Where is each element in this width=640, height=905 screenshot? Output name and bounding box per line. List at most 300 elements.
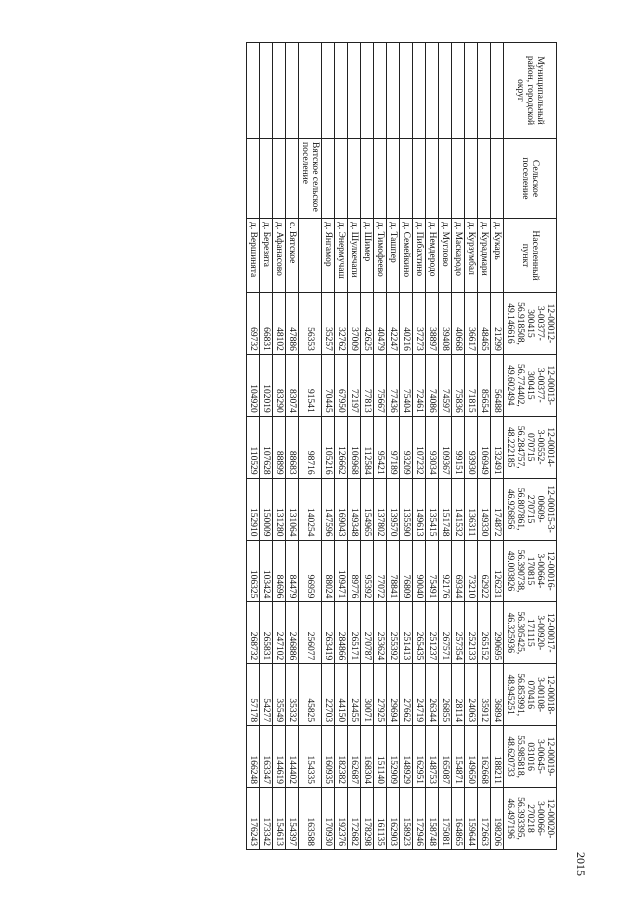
cell-value: 139570 — [387, 478, 400, 540]
cell-value: 27662 — [400, 664, 413, 726]
cell-value: 175081 — [439, 788, 452, 850]
cell-value: 24719 — [413, 664, 426, 726]
cell-value: 89776 — [348, 540, 361, 602]
header-code-line: 56.284757, — [515, 425, 525, 469]
cell-value: 161135 — [374, 788, 387, 850]
cell-value: 37009 — [348, 293, 361, 355]
cell-value: 42247 — [387, 293, 400, 355]
table-row — [413, 43, 426, 850]
cell-value: 42625 — [361, 293, 374, 355]
cell-settlement — [452, 139, 465, 219]
cell-value: 75491 — [426, 540, 439, 602]
cell-value: 88683 — [286, 416, 299, 478]
cell-value: 188211 — [491, 726, 504, 788]
cell-value: 66831 — [260, 293, 273, 355]
cell-value: 84696 — [273, 540, 286, 602]
cell-value: 247102 — [273, 602, 286, 664]
cell-value: 84479 — [286, 540, 299, 602]
cell-district — [491, 43, 504, 139]
cell-settlement — [348, 139, 361, 219]
header-code-line: 46.325936 — [505, 612, 515, 653]
cell-district — [452, 43, 465, 139]
cell-district — [273, 43, 286, 139]
table-row — [273, 43, 286, 850]
header-code-line: 3-00066- — [535, 801, 545, 836]
cell-value: 22703 — [322, 664, 335, 726]
cell-district — [335, 43, 348, 139]
rotated-table-container — [52, 42, 557, 850]
cell-value: 35549 — [273, 664, 286, 726]
cell-value: 107628 — [260, 416, 273, 478]
cell-value: 257354 — [452, 602, 465, 664]
cell-value: 137802 — [374, 478, 387, 540]
cell-value: 162668 — [478, 726, 491, 788]
cell-value: 74597 — [439, 354, 452, 416]
cell-value: 109367 — [439, 416, 452, 478]
cell-value: 265831 — [260, 602, 273, 664]
cell-value: 38897 — [426, 293, 439, 355]
header-code-line: 3-00108- — [535, 677, 545, 713]
header-code-4 — [504, 540, 557, 602]
header-code-line: 300415 — [525, 309, 535, 338]
cell-value: 92176 — [439, 540, 452, 602]
cell-locality: д. Немдеродо — [426, 219, 439, 293]
header-row — [504, 43, 557, 850]
header-code-line: 300415 — [525, 371, 535, 400]
cell-value: 97189 — [387, 416, 400, 478]
header-code-line: 12-00016- — [545, 551, 555, 591]
cell-value: 44150 — [335, 664, 348, 726]
cell-value: 163588 — [299, 788, 322, 850]
cell-district — [374, 43, 387, 139]
cell-value: 29694 — [387, 664, 400, 726]
header-district: Муниципальный район, городской округ — [504, 43, 557, 139]
header-code-line: 070416 — [525, 680, 535, 709]
cell-settlement — [260, 139, 273, 219]
header-code-7 — [504, 726, 557, 788]
cell-value: 106949 — [478, 416, 491, 478]
cell-value: 39408 — [439, 293, 452, 355]
cell-value: 165087 — [439, 726, 452, 788]
cell-value: 75836 — [452, 354, 465, 416]
header-code-line: 48.945251 — [505, 674, 515, 715]
cell-value: 132491 — [491, 416, 504, 478]
cell-value: 24063 — [465, 664, 478, 726]
header-code-8 — [504, 788, 557, 850]
header-code-line: 3-00664- — [535, 553, 545, 589]
cell-value: 76809 — [400, 540, 413, 602]
cell-value: 109471 — [335, 540, 348, 602]
header-code-1 — [504, 354, 557, 416]
cell-value: 263419 — [322, 602, 335, 664]
cell-settlement: Вятское сельское поселение — [299, 139, 322, 219]
cell-value: 255392 — [387, 602, 400, 664]
table-row — [400, 43, 413, 850]
table-row — [465, 43, 478, 850]
cell-value: 104920 — [247, 354, 260, 416]
cell-value: 152909 — [387, 726, 400, 788]
cell-settlement — [273, 139, 286, 219]
cell-value: 77072 — [374, 540, 387, 602]
cell-locality: д. Энермучаш — [335, 219, 348, 293]
cell-value: 78841 — [387, 540, 400, 602]
cell-value: 37273 — [413, 293, 426, 355]
table-row — [299, 43, 322, 850]
cell-value: 112584 — [361, 416, 374, 478]
cell-value: 149330 — [478, 478, 491, 540]
header-code-line: 56.918508, — [515, 302, 525, 345]
cell-value: 85654 — [478, 354, 491, 416]
cell-value: 35257 — [322, 293, 335, 355]
cell-value: 47886 — [286, 293, 299, 355]
cell-locality: д. Курзумбал — [465, 219, 478, 293]
cell-value: 35332 — [286, 664, 299, 726]
cell-value: 140254 — [299, 478, 322, 540]
table-row — [452, 43, 465, 850]
header-locality: Населенный пункт — [504, 219, 557, 293]
header-code-3 — [504, 478, 557, 540]
cell-settlement — [286, 139, 299, 219]
distance-table — [246, 42, 557, 850]
cell-value: 26344 — [426, 664, 439, 726]
cell-value: 268732 — [247, 602, 260, 664]
cell-value: 158923 — [400, 788, 413, 850]
cell-value: 251237 — [426, 602, 439, 664]
header-code-line: 12-00018- — [545, 674, 555, 715]
header-code-line: 49.602494 — [505, 365, 515, 406]
cell-value: 57178 — [247, 664, 260, 726]
cell-value: 162903 — [387, 788, 400, 850]
cell-value: 106325 — [247, 540, 260, 602]
cell-value: 149348 — [348, 478, 361, 540]
cell-settlement — [400, 139, 413, 219]
cell-value: 88024 — [322, 540, 335, 602]
cell-value: 48465 — [478, 293, 491, 355]
header-code-line: 171115 — [525, 618, 535, 647]
cell-value: 24455 — [348, 664, 361, 726]
cell-locality: д. Маскародо — [452, 219, 465, 293]
table-row — [322, 43, 335, 850]
cell-value: 48102 — [273, 293, 286, 355]
table-body — [247, 43, 504, 850]
cell-value: 28114 — [452, 664, 465, 726]
cell-district — [286, 43, 299, 139]
header-code-line: 170815 — [525, 556, 535, 586]
cell-value: 70445 — [322, 354, 335, 416]
header-code-line: 49.003826 — [505, 550, 515, 592]
header-code-line: 270218 — [525, 804, 535, 833]
header-code-line: 12-00014- — [545, 427, 555, 467]
cell-district — [348, 43, 361, 139]
cell-value: 170930 — [322, 788, 335, 850]
cell-value: 56488 — [491, 354, 504, 416]
cell-value: 253624 — [374, 602, 387, 664]
cell-value: 131064 — [286, 478, 299, 540]
cell-value: 172663 — [478, 788, 491, 850]
cell-value: 136311 — [465, 478, 478, 540]
cell-value: 149613 — [413, 478, 426, 540]
cell-value: 88899 — [273, 416, 286, 478]
cell-value: 149650 — [465, 726, 478, 788]
cell-value: 148753 — [426, 726, 439, 788]
header-code-line: 3-00377- — [535, 367, 545, 403]
cell-value: 154965 — [361, 478, 374, 540]
cell-value: 40479 — [374, 293, 387, 355]
cell-value: 256077 — [299, 602, 322, 664]
cell-value: 265171 — [348, 602, 361, 664]
table-row — [348, 43, 361, 850]
cell-value: 21299 — [491, 293, 504, 355]
cell-locality: д. Муглово — [439, 219, 452, 293]
cell-locality: д. Курадмари — [478, 219, 491, 293]
cell-value: 270787 — [361, 602, 374, 664]
cell-settlement — [361, 139, 374, 219]
cell-value: 40216 — [400, 293, 413, 355]
cell-value: 36617 — [465, 293, 478, 355]
cell-value: 160935 — [322, 726, 335, 788]
cell-district — [299, 43, 322, 139]
cell-value: 110529 — [247, 416, 260, 478]
header-code-line: 56.305425, — [515, 611, 525, 655]
header-code-line: 12-00012- — [545, 303, 555, 344]
cell-value: 98716 — [299, 416, 322, 478]
header-code-line: 12-00015-3- — [545, 485, 555, 533]
cell-locality: д. Шулкечапи — [348, 219, 361, 293]
cell-value: 93930 — [465, 416, 478, 478]
header-code-line: 55.985818, — [515, 735, 525, 778]
cell-locality: с. Вятское — [286, 219, 299, 293]
header-code-line: 031016 — [525, 742, 535, 771]
cell-district — [439, 43, 452, 139]
cell-value: 103424 — [260, 540, 273, 602]
cell-value: 150009 — [260, 478, 273, 540]
cell-district — [361, 43, 374, 139]
cell-value: 192376 — [335, 788, 348, 850]
cell-settlement — [322, 139, 335, 219]
header-code-line: 46.926856 — [505, 488, 515, 530]
header-code-line: 56.393395, — [515, 797, 525, 840]
cell-district — [465, 43, 478, 139]
header-code-6 — [504, 664, 557, 726]
cell-value: 72197 — [348, 354, 361, 416]
header-code-line: 3-00552- — [535, 429, 545, 465]
header-code-line: 49.146616 — [505, 303, 515, 344]
cell-value: 95392 — [361, 540, 374, 602]
cell-locality: д. Тимофеево — [374, 219, 387, 293]
cell-value: 93034 — [426, 416, 439, 478]
cell-value: 102019 — [260, 354, 273, 416]
cell-value: 169043 — [335, 478, 348, 540]
cell-settlement — [426, 139, 439, 219]
cell-value: 77436 — [387, 354, 400, 416]
cell-value: 265435 — [413, 602, 426, 664]
cell-value: 74086 — [426, 354, 439, 416]
header-code-line: 3-00645- — [535, 739, 545, 774]
cell-value: 172946 — [413, 788, 426, 850]
cell-district — [322, 43, 335, 139]
cell-value: 45825 — [299, 664, 322, 726]
cell-value: 162951 — [413, 726, 426, 788]
cell-locality: д. Янгамор — [322, 219, 335, 293]
cell-value: 32762 — [335, 293, 348, 355]
cell-value: 154335 — [299, 726, 322, 788]
cell-value: 73210 — [465, 540, 478, 602]
cell-locality: д. Пибахтино — [413, 219, 426, 293]
cell-value: 40668 — [452, 293, 465, 355]
cell-settlement — [439, 139, 452, 219]
cell-value: 151748 — [439, 478, 452, 540]
cell-value: 83290 — [273, 354, 286, 416]
cell-value: 75667 — [374, 354, 387, 416]
cell-value: 251413 — [400, 602, 413, 664]
header-code-line: 48.620733 — [505, 736, 515, 777]
cell-settlement — [374, 139, 387, 219]
header-code-line: 56.807861, — [515, 487, 525, 531]
cell-district — [387, 43, 400, 139]
cell-value: 126662 — [335, 416, 348, 478]
cell-value: 105216 — [322, 416, 335, 478]
cell-locality: д. Березята — [260, 219, 273, 293]
cell-value: 135415 — [426, 478, 439, 540]
cell-value: 67950 — [335, 354, 348, 416]
cell-value: 154871 — [452, 726, 465, 788]
cell-value: 75404 — [400, 354, 413, 416]
table-row — [335, 43, 348, 850]
cell-settlement — [335, 139, 348, 219]
cell-value: 90040 — [413, 540, 426, 602]
header-code-line: 270715 — [525, 494, 535, 524]
cell-value: 174872 — [491, 478, 504, 540]
header-code-line: 46.497196 — [505, 798, 515, 839]
cell-value: 152910 — [247, 478, 260, 540]
header-code-line: 56.390738, — [515, 549, 525, 593]
cell-value: 99151 — [452, 416, 465, 478]
cell-settlement — [491, 139, 504, 219]
header-code-line: 12-00019- — [545, 736, 555, 777]
cell-district — [478, 43, 491, 139]
header-code-line: 3-00920- — [535, 615, 545, 651]
cell-value: 163347 — [260, 726, 273, 788]
header-code-2 — [504, 416, 557, 478]
table-row — [491, 43, 504, 850]
cell-value: 91541 — [299, 354, 322, 416]
header-code-line: 070715 — [525, 432, 535, 462]
cell-value: 144402 — [286, 726, 299, 788]
cell-value: 126231 — [491, 540, 504, 602]
cell-district — [400, 43, 413, 139]
cell-value: 69344 — [452, 540, 465, 602]
header-code-line: 56.853991, — [515, 673, 525, 717]
cell-settlement — [387, 139, 400, 219]
header-code-5 — [504, 602, 557, 664]
table-row — [387, 43, 400, 850]
cell-value: 172682 — [348, 788, 361, 850]
cell-value: 246886 — [286, 602, 299, 664]
cell-value: 151140 — [374, 726, 387, 788]
cell-value: 135590 — [400, 478, 413, 540]
page-number: 2015 — [574, 852, 588, 876]
header-code-line: 48.222185 — [505, 427, 515, 468]
cell-value: 56353 — [299, 293, 322, 355]
header-settlement: Сельское поселение — [504, 139, 557, 219]
header-code-line: 12-00017- — [545, 613, 555, 653]
table-row — [286, 43, 299, 850]
cell-value: 36894 — [491, 664, 504, 726]
cell-value: 168304 — [361, 726, 374, 788]
cell-value: 182382 — [335, 726, 348, 788]
cell-value: 154613 — [273, 788, 286, 850]
cell-value: 173342 — [260, 788, 273, 850]
cell-value: 69732 — [247, 293, 260, 355]
cell-settlement — [465, 139, 478, 219]
table-row — [374, 43, 387, 850]
cell-value: 284866 — [335, 602, 348, 664]
header-code-line: 56.774402, — [515, 363, 525, 407]
cell-value: 265152 — [478, 602, 491, 664]
cell-value: 147596 — [322, 478, 335, 540]
cell-value: 54277 — [260, 664, 273, 726]
table-row — [247, 43, 260, 850]
header-code-line: 12-00013- — [545, 365, 555, 406]
cell-value: 35912 — [478, 664, 491, 726]
cell-value: 198206 — [491, 788, 504, 850]
cell-value: 83074 — [286, 354, 299, 416]
cell-value: 72461 — [413, 354, 426, 416]
cell-value: 26855 — [439, 664, 452, 726]
cell-value: 144619 — [273, 726, 286, 788]
cell-value: 252133 — [465, 602, 478, 664]
cell-district — [426, 43, 439, 139]
cell-value: 71815 — [465, 354, 478, 416]
table-row — [426, 43, 439, 850]
cell-value: 166248 — [247, 726, 260, 788]
cell-value: 267571 — [439, 602, 452, 664]
cell-value: 290695 — [491, 602, 504, 664]
cell-locality: д. Афанасово — [273, 219, 286, 293]
table-row — [439, 43, 452, 850]
cell-value: 178298 — [361, 788, 374, 850]
cell-value: 106968 — [348, 416, 361, 478]
cell-value: 95421 — [374, 416, 387, 478]
cell-locality: д. Вершинята — [247, 219, 260, 293]
cell-locality: д. Шимер — [361, 219, 374, 293]
cell-value: 176243 — [247, 788, 260, 850]
cell-value: 159644 — [465, 788, 478, 850]
cell-locality: д. Семейкино — [400, 219, 413, 293]
cell-value: 148929 — [400, 726, 413, 788]
cell-value: 30071 — [361, 664, 374, 726]
header-code-0 — [504, 293, 557, 355]
cell-value: 96959 — [299, 540, 322, 602]
header-code-line: 3-00377- — [535, 306, 545, 341]
table-row — [361, 43, 374, 850]
cell-value: 164865 — [452, 788, 465, 850]
cell-locality: д. Кукарь — [491, 219, 504, 293]
cell-settlement — [247, 139, 260, 219]
cell-value: 27925 — [374, 664, 387, 726]
cell-value: 158748 — [426, 788, 439, 850]
cell-value: 162687 — [348, 726, 361, 788]
cell-value: 154397 — [286, 788, 299, 850]
cell-locality: д. Ташпер — [387, 219, 400, 293]
cell-locality — [299, 219, 322, 293]
cell-value: 77813 — [361, 354, 374, 416]
cell-value: 131280 — [273, 478, 286, 540]
cell-value: 141532 — [452, 478, 465, 540]
cell-value: 62922 — [478, 540, 491, 602]
header-code-line: 00609- — [535, 495, 545, 523]
cell-district — [247, 43, 260, 139]
